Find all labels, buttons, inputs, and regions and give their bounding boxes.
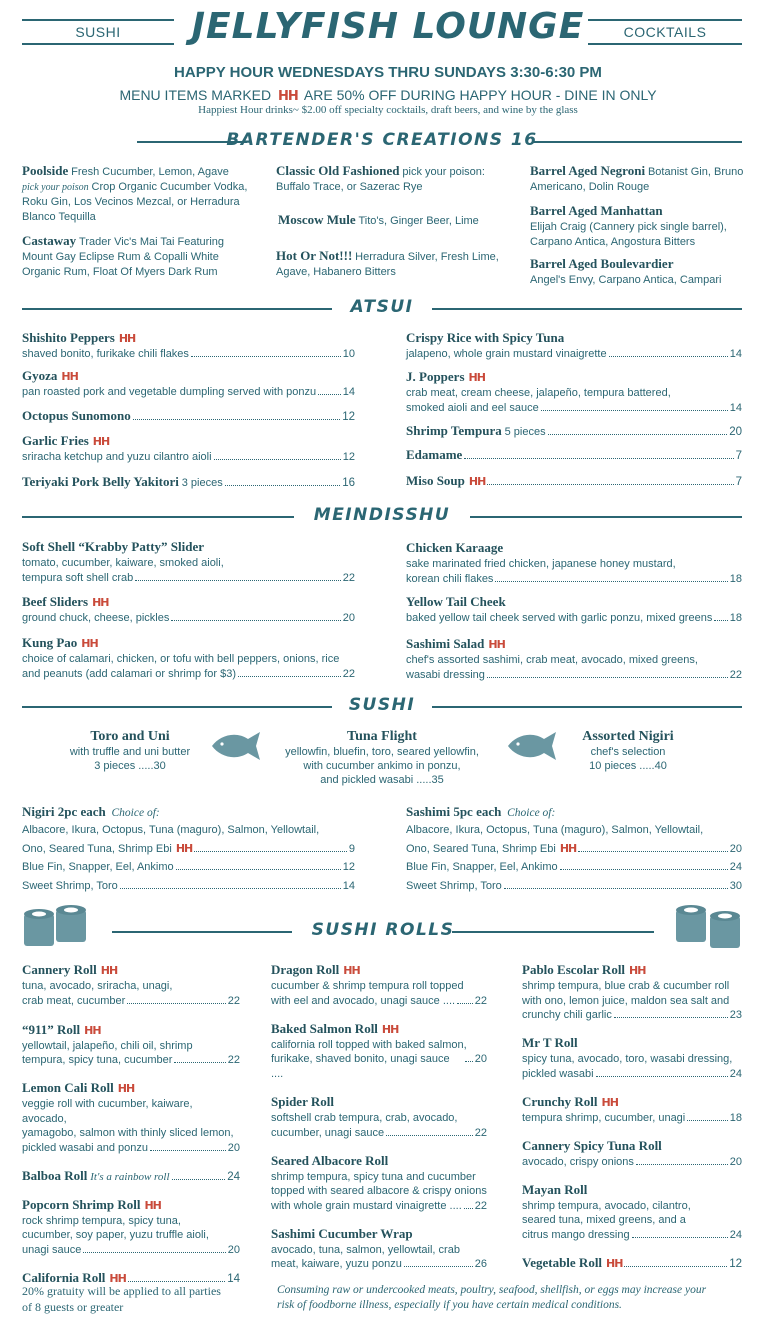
sushi-feature-assorted-nigiri xyxy=(548,729,708,773)
cocktail-boulevardier xyxy=(530,256,748,288)
cocktail-moscow-mule xyxy=(278,212,510,229)
item-desc: cucumber, unagi sauce xyxy=(271,1126,385,1139)
item-price: 7 xyxy=(735,476,742,488)
item-price: 22 xyxy=(227,994,240,1007)
item-desc: tomato, cucumber, kaiware, smoked aioli, xyxy=(22,557,224,569)
item-price: 24 xyxy=(729,1228,742,1241)
item-name: Gyoza xyxy=(22,368,58,383)
item-price: 9 xyxy=(348,842,355,855)
item-desc: baked yellow tail cheek served with garlic ponzu, mixed greens xyxy=(406,612,713,624)
rolls-column-3 xyxy=(522,962,742,1272)
item-desc: Albacore, Ikura, Octopus, Tuna (maguro), Salmon, Yellowtail, xyxy=(406,824,704,836)
item-name: Barrel Aged Boulevardier xyxy=(530,256,674,271)
item-name: Toro and Uni xyxy=(90,729,170,744)
roll-item xyxy=(22,1168,240,1185)
roll-item xyxy=(22,1022,240,1069)
item-desc: tempura soft shell crab xyxy=(22,571,134,584)
menu-item xyxy=(406,369,742,416)
menu-item xyxy=(406,473,742,490)
item-name: Seared Albacore Roll xyxy=(271,1152,389,1168)
item-price: and pickled wasabi .....35 xyxy=(320,774,444,786)
item-desc: citrus mango dressing xyxy=(522,1228,630,1241)
item-desc: choice of calamari, chicken, or tofu with bell peppers, onions, rice xyxy=(22,653,340,665)
item-desc: Fresh Cucumber, Lemon, Agave xyxy=(71,166,229,178)
restaurant-title: JELLYFISH LOUNGE xyxy=(191,6,585,47)
item-desc: with whole grain mustard vinaigrette .... xyxy=(271,1199,462,1212)
hh-icon: HH xyxy=(343,964,360,977)
item-desc: Crop Organic Cucumber Vodka, Roku Gin, Los Vecinos Mezcal, or Herradura Blanco Tequilla xyxy=(22,181,248,223)
hh-icon: HH xyxy=(468,475,486,488)
menu-item xyxy=(406,330,742,362)
hh-icon: HH xyxy=(92,596,109,609)
item-name: Sashimi Cucumber Wrap xyxy=(271,1225,413,1241)
sushi-roll-icon xyxy=(674,904,742,950)
hh-icon: HH xyxy=(92,435,110,448)
item-desc: topped with seared albacore & crispy onions xyxy=(271,1185,487,1197)
item-name: Teriyaki Pork Belly Yakitori xyxy=(22,474,179,489)
section-meindisshu xyxy=(22,507,742,527)
item-price: 14 xyxy=(729,401,742,414)
cocktails-header-box: COCKTAILS xyxy=(588,19,742,45)
item-price: 10 xyxy=(342,348,355,360)
item-price: 14 xyxy=(342,386,355,398)
item-desc: sake marinated fried chicken, japanese honey mustard, xyxy=(406,558,676,570)
item-name: J. Poppers xyxy=(406,369,465,384)
item-price: 20 xyxy=(729,842,742,855)
item-price: 7 xyxy=(735,450,742,462)
item-note: Choice of: xyxy=(507,807,556,819)
item-name: Beef Sliders xyxy=(22,594,89,609)
item-name: Castaway xyxy=(22,233,77,248)
item-name: Hot Or Not!!! xyxy=(276,248,353,263)
roll-item xyxy=(22,962,240,1009)
item-desc: wasabi dressing xyxy=(406,668,485,681)
item-name: Crunchy Roll xyxy=(522,1093,598,1109)
roll-item xyxy=(271,1226,487,1273)
item-desc: crunchy chili garlic xyxy=(522,1009,612,1021)
item-desc: Ono, Seared Tuna, Shrimp Ebi xyxy=(406,842,556,855)
hh-explainer-post: ARE 50% OFF DURING HAPPY HOUR - DINE IN ONLY xyxy=(303,87,657,103)
menu-item xyxy=(406,447,742,464)
section-title: SUSHI xyxy=(348,695,416,715)
gratuity-note: 20% gratuity will be applied to all parties of 8 guests or greater xyxy=(22,1284,221,1314)
item-name: Garlic Fries xyxy=(22,433,89,448)
item-name: Chicken Karaage xyxy=(406,540,504,555)
item-name: Balboa Roll xyxy=(22,1167,88,1183)
item-price: 22 xyxy=(474,1199,487,1212)
item-name: Miso Soup xyxy=(406,473,465,488)
item-desc: crab meat, cucumber xyxy=(22,994,126,1007)
roll-item xyxy=(522,962,742,1023)
item-price: 16 xyxy=(342,477,355,489)
item-desc: Sweet Shrimp, Toro xyxy=(22,879,118,892)
hh-icon: HH xyxy=(144,1198,161,1212)
roll-item xyxy=(271,1094,487,1141)
sashimi-block xyxy=(406,804,742,895)
section-title: ATSUI xyxy=(350,297,414,317)
item-name: “911” Roll xyxy=(22,1021,81,1037)
item-desc: Tito's, Ginger Beer, Lime xyxy=(358,215,479,227)
roll-item xyxy=(522,1094,742,1126)
item-price: 12 xyxy=(342,411,355,423)
item-name: Dragon Roll xyxy=(271,962,340,977)
item-desc: shaved bonito, furikake chili flakes xyxy=(22,348,189,360)
item-desc: softshell crab tempura, crab, avocado, xyxy=(271,1112,458,1124)
item-price: 10 pieces .....40 xyxy=(589,760,667,772)
item-desc: furikake, shaved bonito, unagi sauce .... xyxy=(271,1053,450,1080)
hh-icon: HH xyxy=(488,638,505,651)
hh-icon: HH xyxy=(81,637,98,650)
menu-item xyxy=(22,433,355,465)
item-name: Kung Pao xyxy=(22,635,78,650)
item-name: Poolside xyxy=(22,163,69,178)
roll-item xyxy=(271,962,487,1009)
menu-item xyxy=(22,539,355,586)
hh-icon: HH xyxy=(118,332,136,345)
menu-item xyxy=(22,635,355,682)
item-price: 20 xyxy=(729,1155,742,1168)
item-name: Lemon Cali Roll xyxy=(22,1080,114,1095)
section-sushi xyxy=(22,697,742,717)
sushi-roll-icon xyxy=(22,904,90,950)
nigiri-block xyxy=(22,804,355,895)
item-desc: Herradura Silver, Fresh Lime, Agave, Habanero Bitters xyxy=(276,251,499,278)
sushi-feature-tuna-flight xyxy=(268,729,496,787)
section-title: MEINDISSHU xyxy=(313,505,451,525)
item-name: Yellow Tail Cheek xyxy=(406,594,506,609)
item-name: Nigiri 2pc each xyxy=(22,804,106,819)
item-note: 5 pieces xyxy=(504,426,546,438)
item-desc: pick your poison: Buffalo Trace, or Sazerac Rye xyxy=(276,166,485,193)
hh-icon: HH xyxy=(601,1095,618,1109)
section-rolls xyxy=(112,922,654,942)
health-warning: Consuming raw or undercooked meats, poultry, seafood, shellfish, or eggs may increase your risk of foodborne illness, especially if you have certain medical conditions. xyxy=(277,1284,707,1311)
item-price: 14 xyxy=(227,1272,240,1285)
hh-icon: HH xyxy=(559,841,577,855)
item-price: 18 xyxy=(729,572,742,585)
item-price: 3 pieces .....30 xyxy=(94,760,166,772)
item-note: 3 pieces xyxy=(181,477,223,489)
hh-icon: HH xyxy=(84,1023,101,1037)
item-price: 30 xyxy=(729,879,742,892)
item-name: Vegetable Roll xyxy=(522,1254,603,1270)
item-desc: shrimp tempura, spicy tuna and cucumber xyxy=(271,1170,476,1183)
hh-icon: HH xyxy=(100,964,118,977)
item-price: 22 xyxy=(474,1126,487,1139)
rolls-column-1 xyxy=(22,962,240,1287)
item-name: Shishito Peppers xyxy=(22,330,115,345)
hh-icon: HH xyxy=(606,1256,623,1270)
item-desc: seared tuna, mixed greens, and a xyxy=(522,1214,686,1226)
happy-hour-line: HAPPY HOUR WEDNESDAYS THRU SUNDAYS 3:30-6:30 PM xyxy=(174,64,602,81)
item-name: Edamame xyxy=(406,447,463,462)
item-name: Crispy Rice with Spicy Tuna xyxy=(406,330,565,345)
item-name: Tuna Flight xyxy=(347,729,417,744)
item-price: 12 xyxy=(342,451,355,463)
roll-item xyxy=(271,1153,487,1214)
sushi-header-box: SUSHI xyxy=(22,19,174,45)
item-price: 20 xyxy=(342,612,355,624)
cocktail-poolside xyxy=(22,163,257,225)
hh-icon: HH xyxy=(117,1082,135,1095)
cocktail-old-fashioned xyxy=(276,163,508,195)
item-price: 22 xyxy=(729,668,742,681)
item-name: Popcorn Shrimp Roll xyxy=(22,1196,141,1212)
roll-item xyxy=(522,1035,742,1082)
item-price: 20 xyxy=(729,426,742,438)
item-desc: smoked aioli and eel sauce xyxy=(406,401,539,414)
item-name: Assorted Nigiri xyxy=(582,729,674,744)
item-desc: spicy tuna, avocado, toro, wasabi dressing, xyxy=(522,1053,733,1065)
item-desc: shrimp tempura, blue crab & cucumber roll xyxy=(522,980,730,992)
hh-explainer xyxy=(0,87,776,104)
item-desc: with cucumber ankimo in ponzu, xyxy=(303,760,461,772)
item-desc: unagi sauce xyxy=(22,1243,82,1256)
roll-item xyxy=(22,1197,240,1258)
item-note: pick your poison xyxy=(22,182,89,193)
item-name: Octopus Sunomono xyxy=(22,408,131,423)
item-price: 22 xyxy=(227,1054,240,1066)
item-name: Baked Salmon Roll xyxy=(271,1020,378,1036)
item-price: 24 xyxy=(227,1170,240,1183)
item-desc: Elijah Craig (Cannery pick single barrel), Carpano Antica, Angostura Bitters xyxy=(530,221,727,248)
section-title: SUSHI ROLLS xyxy=(311,920,455,940)
item-desc: yamagobo, salmon with thinly sliced lemon, xyxy=(22,1127,234,1139)
item-desc: with eel and avocado, unagi sauce .... xyxy=(271,994,456,1007)
cocktail-negroni xyxy=(530,163,745,195)
item-desc: pan roasted pork and vegetable dumpling served with ponzu xyxy=(22,386,317,398)
section-title: BARTENDER'S CREATIONS 16 xyxy=(226,130,538,150)
item-desc: Blue Fin, Snapper, Eel, Ankimo xyxy=(406,861,558,873)
item-name: Sashimi Salad xyxy=(406,636,485,651)
item-desc: pickled wasabi and ponzu xyxy=(22,1141,148,1154)
item-price: 20 xyxy=(474,1053,487,1065)
roll-item xyxy=(522,1182,742,1243)
item-name: Shrimp Tempura xyxy=(406,423,502,438)
item-desc: tempura shrimp, cucumber, unagi xyxy=(522,1111,686,1124)
item-desc: Ono, Seared Tuna, Shrimp Ebi xyxy=(22,842,172,855)
menu-item xyxy=(22,330,355,362)
item-name: Pablo Escolar Roll xyxy=(522,962,626,977)
hh-icon: HH xyxy=(629,964,646,977)
item-desc: Albacore, Ikura, Octopus, Tuna (maguro), Salmon, Yellowtail, xyxy=(22,824,320,836)
item-desc: pickled wasabi xyxy=(522,1067,594,1080)
item-desc: shrimp tempura, avocado, cilantro, xyxy=(522,1199,691,1212)
item-desc: cucumber, soy paper, yuzu truffle aioli, xyxy=(22,1229,209,1241)
menu-item xyxy=(22,368,355,400)
item-price: 12 xyxy=(729,1257,742,1270)
item-desc: yellowtail, jalapeño, chili oil, shrimp xyxy=(22,1039,193,1052)
cocktail-castaway xyxy=(22,233,247,280)
item-desc: chef's assorted sashimi, crab meat, avocado, mixed greens, xyxy=(406,654,698,666)
item-desc: tempura, spicy tuna, cucumber xyxy=(22,1054,173,1066)
item-desc: yellowfin, bluefin, toro, seared yellowfin, xyxy=(285,746,479,758)
roll-item xyxy=(522,1255,742,1272)
hh-icon: HH xyxy=(468,371,485,384)
item-desc: Angel's Envy, Carpano Antica, Campari xyxy=(530,274,722,286)
item-desc: chef's selection xyxy=(590,746,666,758)
item-price: 14 xyxy=(342,879,355,892)
item-name: Spider Roll xyxy=(271,1094,334,1109)
item-desc: avocado, tuna, salmon, yellowtail, crab xyxy=(271,1243,460,1256)
fish-icon xyxy=(210,729,262,763)
hh-icon: HH xyxy=(381,1022,399,1036)
item-price: 22 xyxy=(342,667,355,680)
item-desc: sriracha ketchup and yuzu cilantro aioli xyxy=(22,451,212,463)
item-name: Cannery Spicy Tuna Roll xyxy=(522,1137,662,1153)
item-name: Moscow Mule xyxy=(278,212,356,227)
menu-item xyxy=(406,594,742,626)
hh-icon: HH xyxy=(278,89,298,104)
sushi-feature-toro-uni xyxy=(40,729,220,773)
hh-icon: HH xyxy=(61,370,78,383)
item-name: Sashimi 5pc each xyxy=(406,804,502,819)
menu-item xyxy=(22,594,355,626)
item-price: 22 xyxy=(342,571,355,584)
hh-icon: HH xyxy=(175,841,193,855)
item-desc: ground chuck, cheese, pickles xyxy=(22,612,170,624)
item-desc: with truffle and uni butter xyxy=(69,746,191,758)
item-desc: korean chili flakes xyxy=(406,572,494,585)
item-price: 24 xyxy=(729,1067,742,1080)
item-desc: rock shrimp tempura, spicy tuna, xyxy=(22,1214,181,1227)
rolls-column-2 xyxy=(271,962,487,1272)
item-name: California Roll xyxy=(22,1269,106,1285)
item-desc: Botanist Gin, Bruno Americano, Dolin Rouge xyxy=(530,166,744,193)
item-price: 26 xyxy=(474,1258,487,1270)
item-price: 24 xyxy=(729,861,742,873)
item-price: 12 xyxy=(342,861,355,873)
item-price: 18 xyxy=(729,612,742,624)
menu-item xyxy=(22,474,355,491)
section-bartender xyxy=(22,132,742,152)
item-name: Mr T Roll xyxy=(522,1035,578,1050)
drinks-note: Happiest Hour drinks~ $2.00 off specialty cocktails, draft beers, and wine by the glass xyxy=(198,104,578,116)
item-desc: with ono, lemon juice, maldon sea salt and xyxy=(522,994,730,1007)
hh-icon: HH xyxy=(109,1271,126,1285)
item-price: 23 xyxy=(729,1009,742,1021)
item-name: Classic Old Fashioned xyxy=(276,163,400,178)
item-desc: Trader Vic's Mai Tai Featuring Mount Gay Eclipse Rum & Copalli White Organic Rum, Float Of Myers Dark Rum xyxy=(22,236,225,278)
roll-item xyxy=(522,1138,742,1170)
item-desc: tuna, avocado, sriracha, unagi, xyxy=(22,980,173,992)
item-desc: meat, kaiware, yuzu ponzu xyxy=(271,1258,402,1270)
item-desc: avocado, crispy onions xyxy=(522,1155,634,1168)
item-desc: Blue Fin, Snapper, Eel, Ankimo xyxy=(22,861,174,873)
hh-explainer-pre: MENU ITEMS MARKED xyxy=(119,87,272,103)
roll-item xyxy=(22,1080,240,1156)
item-name: Soft Shell “Krabby Patty” Slider xyxy=(22,539,205,554)
item-note: It's a rainbow roll xyxy=(90,1170,170,1183)
item-note: Choice of: xyxy=(111,807,160,819)
item-price: 20 xyxy=(227,1243,240,1256)
item-desc: crab meat, cream cheese, jalapeño, tempura battered, xyxy=(406,387,671,399)
item-desc: jalapeno, whole grain mustard vinaigrette xyxy=(406,348,607,360)
item-name: Cannery Roll xyxy=(22,962,97,977)
item-price: 20 xyxy=(227,1141,240,1154)
section-atsui xyxy=(22,299,742,319)
item-name: Mayan Roll xyxy=(522,1181,588,1197)
menu-item xyxy=(406,540,742,587)
menu-item xyxy=(406,423,742,440)
item-desc: cucumber & shrimp tempura roll topped xyxy=(271,980,464,992)
item-name: Barrel Aged Negroni xyxy=(530,163,646,178)
roll-item xyxy=(271,1021,487,1083)
item-price: 18 xyxy=(729,1111,742,1124)
item-desc: and peanuts (add calamari or shrimp for $3) xyxy=(22,667,236,680)
item-price: 22 xyxy=(474,994,487,1007)
cocktail-manhattan xyxy=(530,203,748,250)
item-name: Barrel Aged Manhattan xyxy=(530,203,663,218)
menu-item xyxy=(406,636,742,683)
item-desc: veggie roll with cucumber, kaiware, avocado, xyxy=(22,1098,193,1125)
item-price: 14 xyxy=(729,348,742,360)
item-desc: Sweet Shrimp, Toro xyxy=(406,879,502,892)
item-desc: california roll topped with baked salmon, xyxy=(271,1038,467,1051)
cocktail-hot-or-not xyxy=(276,248,508,280)
menu-item xyxy=(22,408,355,425)
